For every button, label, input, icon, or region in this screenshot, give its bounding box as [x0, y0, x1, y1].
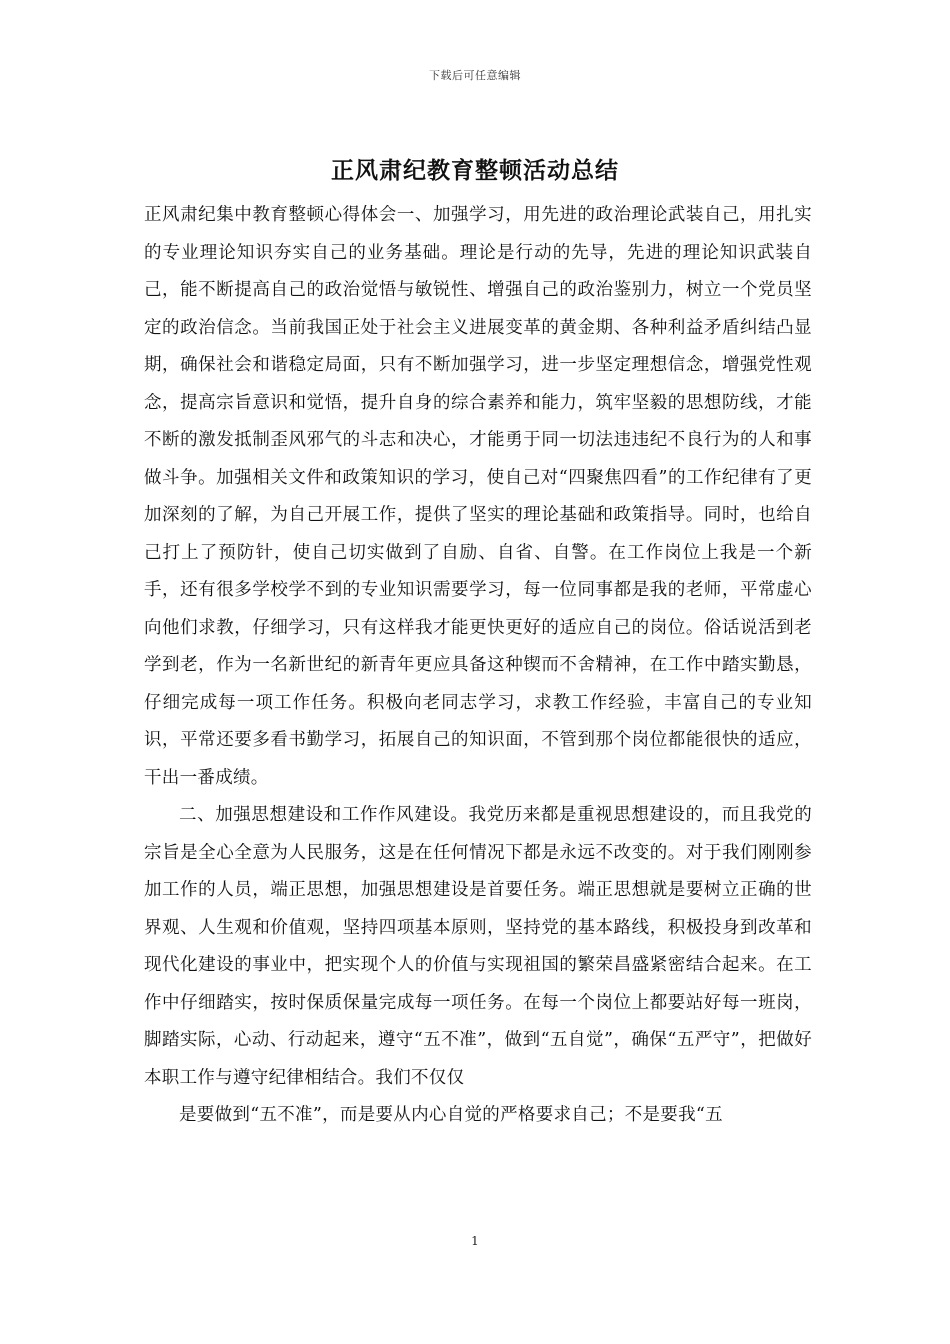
page-header-note: 下载后可任意编辑 — [429, 69, 521, 82]
paragraph-2: 二、加强思想建设和工作作风建设。我党历来都是重视思想建设的，而且我党的宗旨是全心全意为人民服务，这是在任何情况下都是永远不改变的。对于我们刚刚参加工作的人员，端正思想，加强思想建设是首要任务。端正思想就是要树立正确的世界观、人生观和价值观，坚持四项基本原则，坚持党的基本路线，积极投身到改革和现代化建设的事业中，把实现个人的价值与实现祖国的繁荣昌盛紧密结合起来。在工作中仔细踏实，按时保质保量完成每一项任务。在每一个岗位上都要站好每一班岗，脚踏实际，心动、行动起来，遵守“五不准”，做到“五自觉”，确保“五严守”，把做好本职工作与遵守纪律相结合。我们不仅仅 — [144, 805, 812, 1088]
document-body — [144, 197, 812, 1135]
paragraph-1: 正风肃纪集中教育整顿心得体会一、加强学习，用先进的政治理论武装自己，用扎实的专业理论知识夯实自己的业务基础。理论是行动的先导，先进的理论知识武装自己，能不断提高自己的政治觉悟与敏锐性、增强自己的政治鉴别力，树立一个党员坚定的政治信念。当前我国正处于社会主义进展变革的黄金期、各种利益矛盾纠结凸显期，确保社会和谐稳定局面，只有不断加强学习，进一步坚定理想信念，增强党性观念，提高宗旨意识和觉悟，提升自身的综合素养和能力，筑牢坚毅的思想防线，才能不断的激发抵制歪风邪气的斗志和决心，才能勇于同一切法违违纪不良行为的人和事做斗争。加强相关文件和政策知识的学习，使自己对“四聚焦四看”的工作纪律有了更加深刻的了解，为自己开展工作，提供了坚实的理论基础和政策指导。同时，也给自己打上了预防针，使自己切实做到了自励、自省、自警。在工作岗位上我是一个新手，还有很多学校学不到的专业知识需要学习，每一位同事都是我的老师，平常虚心向他们求教，仔细学习，只有这样我才能更快更好的适应自己的岗位。俗话说活到老学到老，作为一名新世纪的新青年更应具备这种锲而不舍精神，在工作中踏实勤恳，仔细完成每一项工作任务。积极向老同志学习，求教工作经验，丰富自己的专业知识，平常还要多看书勤学习，拓展自己的知识面，不管到那个岗位都能很快的适应，干出一番成绩。 — [144, 205, 812, 788]
document-title: 正风肃纪教育整顿活动总结 — [331, 157, 619, 184]
paragraph-3: 是要做到“五不准”，而是要从内心自觉的严格要求自己；不是要我“五 — [179, 1105, 723, 1125]
page-number: 1 — [471, 1234, 479, 1248]
